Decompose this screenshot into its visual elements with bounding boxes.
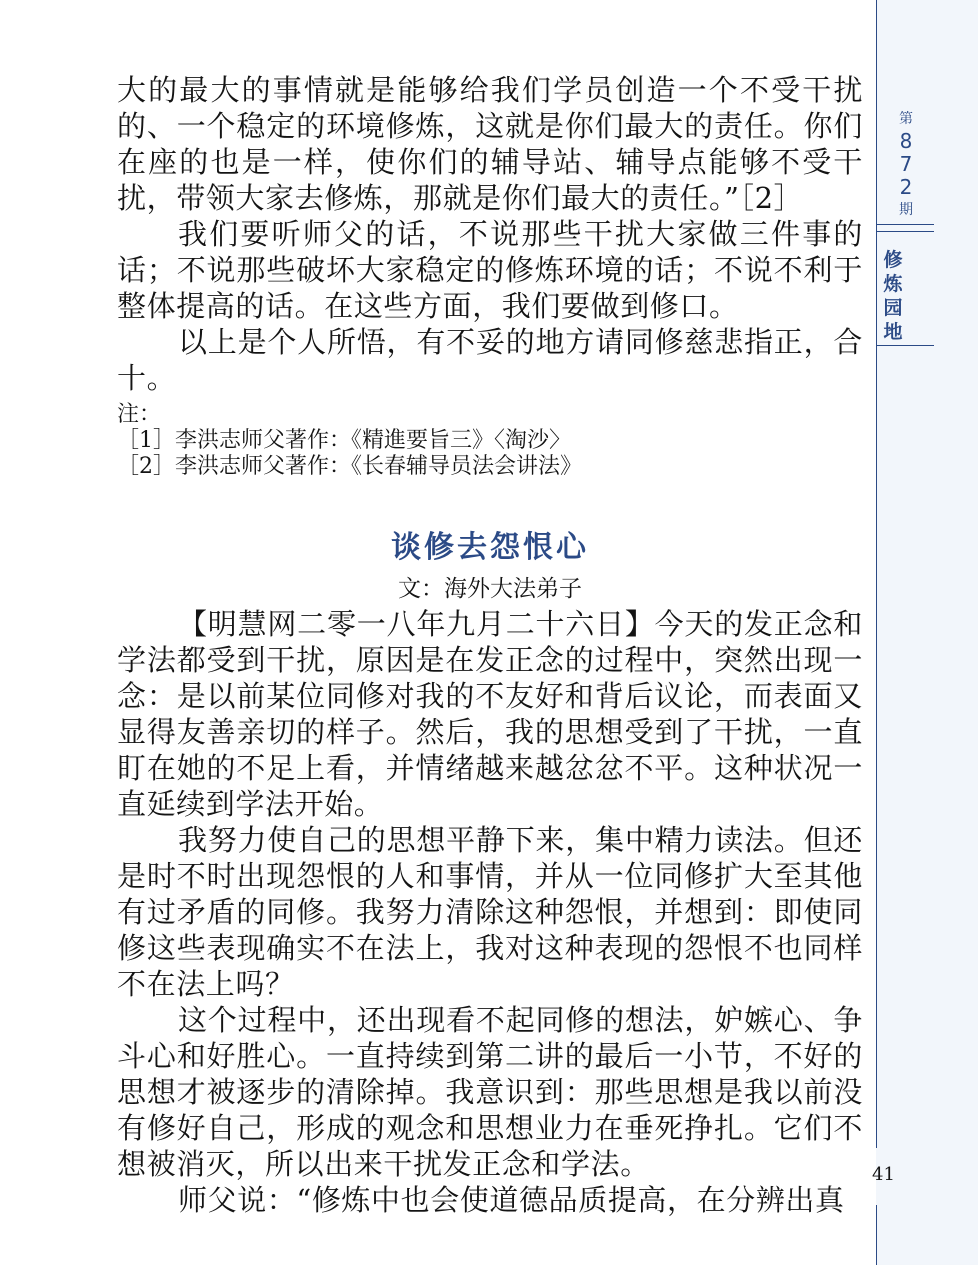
section-char: 修 (883, 249, 903, 271)
page-content (117, 72, 863, 1218)
article-paragraph: 【明慧网二零一八年九月二十六日】今天的发正念和学法都受到干扰，原因是在发正念的过程中，突然出现一念：是以前某位同修对我的不友好和背后议论，而表面又显得友善亲切的样子。然后，我的思想受到了干扰，一直盯在她的不足上看，并情绪越来越忿忿不平。这种状况一直延续到学法开始。 (117, 607, 863, 821)
issue-prefix: 第 (899, 111, 913, 127)
section-char: 地 (883, 321, 903, 343)
prev-article-paragraph: 大的最大的事情就是能够给我们学员创造一个不受干扰的、一个稳定的环境修炼，这就是你们最大的责任。你们在座的也是一样，使你们的辅导站、辅导点能够不受干扰，带领大家去修炼，那就是你们最大的责任。”［2］ (117, 73, 863, 215)
note-item: ［1］李洪志师父著作：《精進要旨三》〈淘沙〉 (117, 428, 571, 453)
section-char: 园 (883, 297, 903, 319)
issue-digit: 2 (899, 175, 913, 199)
notes-heading: 注： (117, 402, 162, 427)
section-char: 炼 (883, 273, 903, 295)
issue-number (877, 96, 935, 224)
issue-divider-second (876, 231, 934, 232)
page-number: 41 (872, 1164, 895, 1185)
article-paragraph: 这个过程中，还出现看不起同修的想法，妒嫉心、争斗心和好胜心。一直持续到第二讲的最后一小节，不好的思想才被逐步的清除掉。我意识到：那些思想是我以前没有修好自己，形成的观念和思想业力在垂死挣扎。它们不想被消灭，所以出来干扰发正念和学法。 (117, 1003, 863, 1181)
article-byline: 文：海外大法弟子 (398, 576, 582, 602)
side-vertical-rule-lower (876, 1205, 877, 1265)
section-label (877, 248, 909, 344)
article-title: 谈修去怨恨心 (391, 530, 589, 565)
prev-article-paragraph: 以上是个人所悟，有不妥的地方请同修慈悲指正，合十。 (117, 325, 863, 395)
issue-suffix: 期 (899, 202, 913, 218)
prev-article-paragraph: 我们要听师父的话，不说那些干扰大家做三件事的话；不说那些破坏大家稳定的修炼环境的话；不说不利于整体提高的话。在这些方面，我们要做到修口。 (117, 217, 863, 323)
issue-divider (876, 224, 934, 225)
article-paragraph: 师父说：“修炼中也会使道德品质提高，在分辨出真 (178, 1183, 845, 1217)
notes-section (117, 402, 863, 480)
note-item: ［2］李洪志师父著作：《长春辅导员法会讲法》 (117, 454, 582, 479)
section-divider (876, 345, 934, 346)
issue-digit: 8 (899, 129, 913, 153)
issue-digit: 7 (899, 152, 913, 176)
article-paragraph: 我努力使自己的思想平静下来，集中精力读法。但还是时不时出现怨恨的人和事情，并从一位同修扩大至其他有过矛盾的同修。我努力清除这种怨恨，并想到：即使同修这些表现确实不在法上，我对这种表现的怨恨不也同样不在法上吗？ (117, 823, 863, 1001)
